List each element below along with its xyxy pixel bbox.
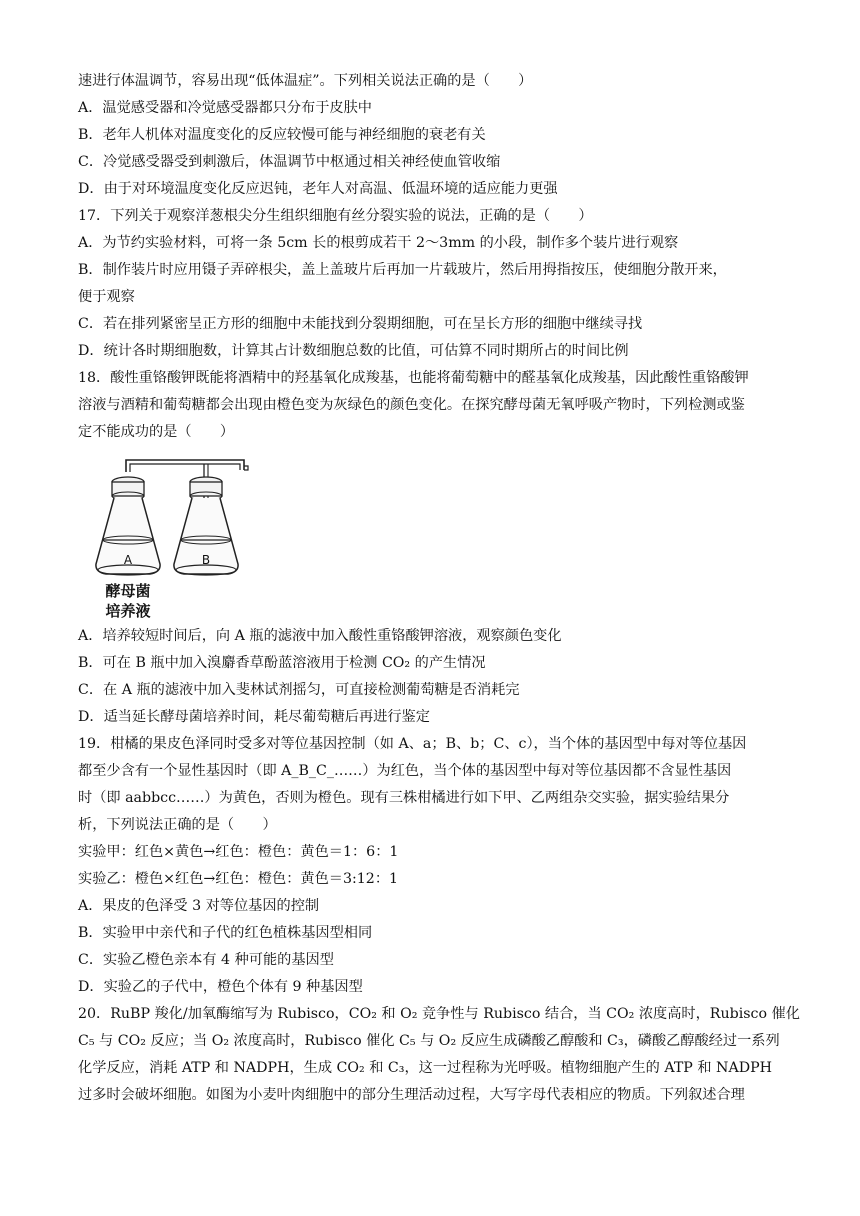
text-line: B．老年人机体对温度变化的反应较慢可能与神经细胞的衰老有关 xyxy=(78,127,486,143)
flask-a xyxy=(96,477,160,575)
text-line: 化学反应，消耗 ATP 和 NADPH，生成 CO₂ 和 C₃，这一过程称为光呼吸。植物细胞产生的 ATP 和 NADPH xyxy=(78,1060,772,1076)
text-line: B．制作装片时应用镊子弄碎根尖，盖上盖玻片后再加一片载玻片，然后用拇指按压，使细胞分散开来， xyxy=(78,262,727,278)
figure-caption-line1: 酵母菌 xyxy=(105,582,151,600)
text-line: C．冷觉感受器受到刺激后，体温调节中枢通过相关神经使血管收缩 xyxy=(78,154,501,170)
text-line: C．实验乙橙色亲本有 4 种可能的基因型 xyxy=(78,952,334,968)
connecting-tube xyxy=(126,460,244,472)
flask-b-label: B xyxy=(201,553,211,567)
text-line: A．温觉感受器和冷觉感受器都只分布于皮肤中 xyxy=(78,100,372,116)
text-line: D．实验乙的子代中，橙色个体有 9 种基因型 xyxy=(78,979,363,995)
text-line: B．实验甲中亲代和子代的红色植株基因型相同 xyxy=(78,925,373,941)
text-line: 速进行体温调节，容易出现“低体温症”。下列相关说法正确的是（ ） xyxy=(78,73,533,89)
text-line: D．适当延长酵母菌培养时间，耗尽葡萄糖后再进行鉴定 xyxy=(78,709,430,725)
text-line: C．若在排列紧密呈正方形的细胞中未能找到分裂期细胞，可在呈长方形的细胞中继续寻找 xyxy=(78,316,643,332)
text-line: 都至少含有一个显性基因时（即 A_B_C_……）为红色，当个体的基因型中每对等位基因都不含显性基因 xyxy=(78,763,732,779)
text-line: 实验乙：橙色×红色→红色：橙色：黄色＝3:12：1 xyxy=(78,871,399,887)
text-line: C₅ 与 CO₂ 反应；当 O₂ 浓度高时，Rubisco 催化 C₅ 与 O₂ 反应生成磷酸乙醇酸和 C₃，磷酸乙醇酸经过一系列 xyxy=(78,1033,780,1049)
text-line: 便于观察 xyxy=(78,289,135,305)
text-line: 溶液与酒精和葡萄糖都会出现由橙色变为灰绿色的颜色变化。在探究酵母菌无氧呼吸产物时，下列检测或鉴 xyxy=(78,397,745,413)
text-line: 17．下列关于观察洋葱根尖分生组织细胞有丝分裂实验的说法，正确的是（ ） xyxy=(78,208,593,224)
flask-a-label: A xyxy=(123,553,133,567)
text-line: C．在 A 瓶的滤液中加入斐林试剂摇匀，可直接检测葡萄糖是否消耗完 xyxy=(78,682,520,698)
text-line: 析，下列说法正确的是（ ） xyxy=(78,817,277,833)
text-line: A．果皮的色泽受 3 对等位基因的控制 xyxy=(78,898,320,914)
flask-apparatus-figure xyxy=(86,454,256,624)
text-line: A．为节约实验材料，可将一条 5cm 长的根剪成若干 2～3mm 的小段，制作多个装片进行观察 xyxy=(78,235,679,251)
text-line: B．可在 B 瓶中加入溴麝香草酚蓝溶液用于检测 CO₂ 的产生情况 xyxy=(78,655,486,671)
text-line: 19．柑橘的果皮色泽同时受多对等位基因控制（如 A、a；B、b；C、c），当个体的基因型中每对等位基因 xyxy=(78,736,747,752)
text-line: 时（即 aabbcc……）为黄色，否则为橙色。现有三株柑橘进行如下甲、乙两组杂交实验，据实验结果分 xyxy=(78,790,730,806)
text-line: 定不能成功的是（ ） xyxy=(78,424,235,440)
figure-caption-line2: 培养液 xyxy=(105,602,151,620)
text-line: 实验甲：红色×黄色→红色：橙色：黄色＝1：6：1 xyxy=(78,844,399,860)
text-line: 过多时会破坏细胞。如图为小麦叶肉细胞中的部分生理活动过程，大写字母代表相应的物质。下列叙述合理 xyxy=(78,1087,745,1103)
flask-diagram xyxy=(86,454,256,624)
flask-b xyxy=(174,477,238,575)
text-line: D．由于对环境温度变化反应迟钝，老年人对高温、低温环境的适应能力更强 xyxy=(78,181,558,197)
text-line: A．培养较短时间后，向 A 瓶的滤液中加入酸性重铬酸钾溶液，观察颜色变化 xyxy=(78,628,562,644)
text-line: 20．RuBP 羧化/加氧酶缩写为 Rubisco，CO₂ 和 O₂ 竞争性与 Rubisco 结合，当 CO₂ 浓度高时，Rubisco 催化 xyxy=(78,1006,800,1022)
text-line: 18．酸性重铬酸钾既能将酒精中的羟基氧化成羧基，也能将葡萄糖中的醛基氧化成羧基，因此酸性重铬酸钾 xyxy=(78,370,749,386)
text-line: D．统计各时期细胞数，计算其占计数细胞总数的比值，可估算不同时期所占的时间比例 xyxy=(78,343,629,359)
